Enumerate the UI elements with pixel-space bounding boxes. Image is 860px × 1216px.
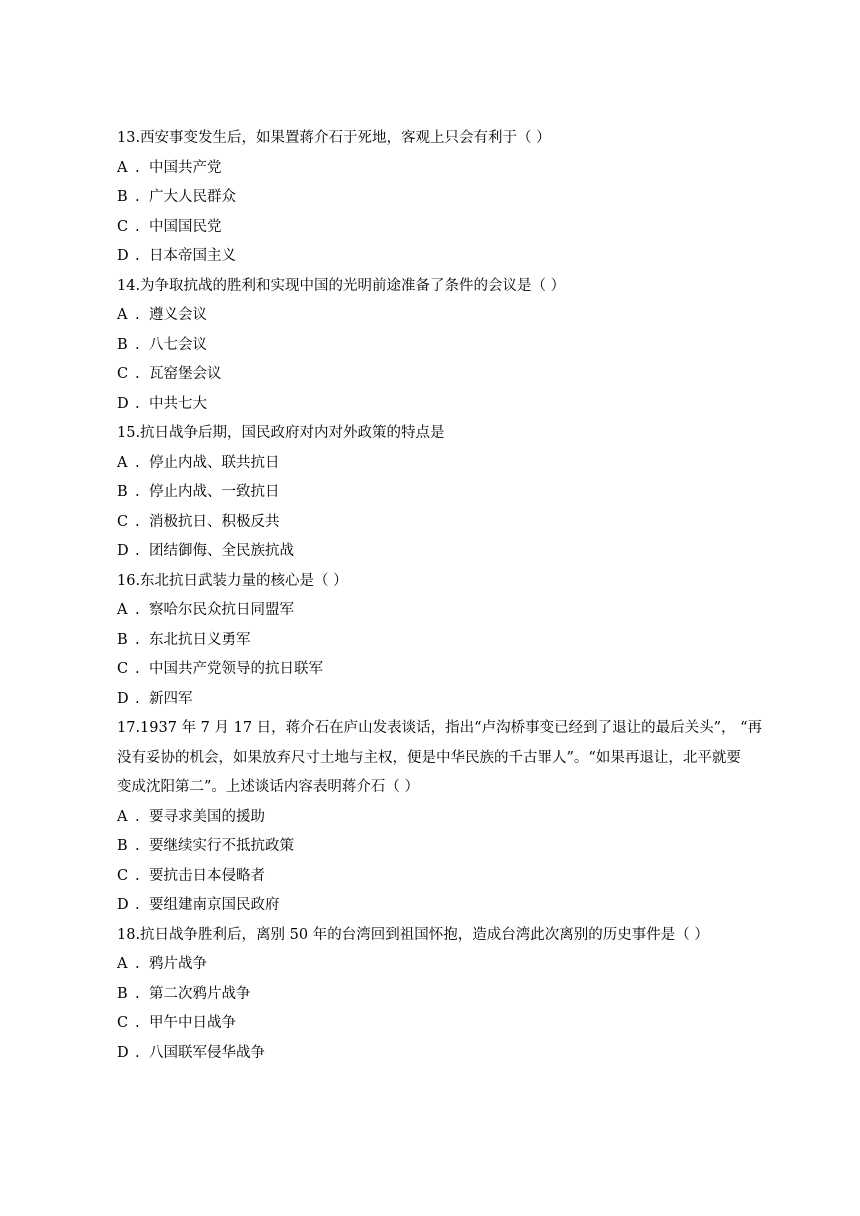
question-13 — [117, 124, 757, 272]
option-text: 甲午中日战争 — [149, 1015, 236, 1031]
option-dot: . — [135, 808, 140, 825]
option-dot: . — [135, 307, 140, 323]
option-text: 中国共产党 — [149, 159, 222, 176]
option-dot: . — [135, 897, 140, 913]
option-letter: C — [117, 867, 129, 884]
option-letter: A — [117, 956, 128, 972]
option-text: 停止内战、一致抗日 — [149, 484, 280, 500]
option-dot: . — [135, 366, 140, 382]
question-16 — [117, 567, 757, 715]
option-a — [117, 449, 757, 479]
option-letter: B — [117, 189, 128, 205]
option-text: 八七会议 — [149, 336, 207, 353]
option-letter: A — [117, 808, 128, 825]
question-14 — [117, 272, 757, 420]
option-text: 鸦片战争 — [149, 956, 207, 972]
option-letter: A — [117, 454, 128, 471]
option-dot: . — [135, 543, 140, 559]
option-b — [117, 626, 757, 656]
option-c — [117, 508, 757, 538]
option-letter: B — [117, 484, 128, 500]
option-text: 八国联军侵华战争 — [149, 1044, 265, 1061]
option-d — [117, 390, 757, 420]
option-letter: B — [117, 985, 128, 1002]
option-text: 广大人民群众 — [149, 189, 236, 205]
question-18 — [117, 921, 757, 1069]
question-17 — [117, 714, 763, 921]
option-b — [117, 183, 757, 213]
option-a — [117, 301, 757, 331]
option-letter: C — [117, 366, 129, 382]
question-stem: 14.为争取抗战的胜利和实现中国的光明前途准备了条件的会议是（ ） — [117, 277, 566, 294]
option-text: 要寻求美国的援助 — [149, 808, 265, 825]
option-letter: B — [117, 336, 128, 353]
option-a — [117, 154, 757, 184]
option-dot: . — [135, 189, 140, 205]
option-letter: B — [117, 631, 128, 648]
option-text: 日本帝国主义 — [149, 248, 236, 264]
option-dot: . — [135, 159, 140, 176]
option-letter: D — [117, 543, 129, 559]
question-15 — [117, 419, 757, 567]
option-letter: D — [117, 248, 129, 264]
question-stem: 15.抗日战争后期，国民政府对内对外政策的特点是 — [117, 425, 445, 441]
option-letter: D — [117, 1044, 129, 1061]
option-letter: C — [117, 1015, 129, 1031]
option-text: 中国国民党 — [149, 218, 222, 235]
option-dot: . — [135, 690, 140, 707]
option-a — [117, 596, 757, 626]
option-letter: C — [117, 218, 129, 235]
option-dot: . — [135, 484, 140, 500]
option-text: 第二次鸦片战争 — [149, 985, 251, 1002]
option-c — [117, 862, 757, 892]
option-c — [117, 655, 757, 685]
option-text: 停止内战、联共抗日 — [149, 454, 280, 471]
question-stem: 18.抗日战争胜利后，离别 50 年的台湾回到祖国怀抱，造成台湾此次离别的历史事件是（ ） — [117, 926, 709, 943]
question-stem-line-1: 17.1937 年 7 月 17 日，蒋介石在庐山发表谈话，指出“卢沟桥事变已经到了退让的最后关头”， “再 — [117, 720, 763, 736]
option-text: 要继续实行不抵抗政策 — [149, 838, 294, 854]
option-dot: . — [135, 838, 140, 854]
option-b — [117, 832, 757, 862]
option-d — [117, 685, 757, 715]
option-letter: A — [117, 307, 128, 323]
option-dot: . — [135, 218, 140, 235]
option-d — [117, 242, 757, 272]
option-letter: D — [117, 897, 129, 913]
option-text: 新四军 — [149, 690, 193, 707]
option-a — [117, 803, 757, 833]
option-dot: . — [135, 661, 140, 677]
option-dot: . — [135, 395, 140, 412]
option-letter: C — [117, 513, 129, 530]
option-text: 东北抗日义勇军 — [149, 631, 251, 648]
option-letter: C — [117, 661, 129, 677]
option-letter: A — [117, 159, 128, 176]
question-stem-line-3: 变成沈阳第二”。上述谈话内容表明蒋介石（ ） — [117, 779, 420, 795]
option-dot: . — [135, 631, 140, 648]
option-dot: . — [135, 1015, 140, 1031]
option-text: 遵义会议 — [149, 307, 207, 323]
option-text: 察哈尔民众抗日同盟军 — [149, 602, 294, 618]
option-text: 中国共产党领导的抗日联军 — [149, 661, 323, 677]
option-dot: . — [135, 1044, 140, 1061]
option-text: 团结御侮、全民族抗战 — [149, 543, 294, 559]
option-dot: . — [135, 513, 140, 530]
question-stem: 13.西安事变发生后，如果置蒋介石于死地，客观上只会有利于（ ） — [117, 130, 551, 146]
option-text: 中共七大 — [149, 395, 207, 412]
option-d — [117, 891, 757, 921]
option-text: 消极抗日、积极反共 — [149, 513, 280, 530]
option-c — [117, 213, 757, 243]
option-b — [117, 478, 757, 508]
option-dot: . — [135, 454, 140, 471]
question-list — [117, 124, 763, 1068]
option-dot: . — [135, 248, 140, 264]
question-stem-line-2: 没有妥协的机会，如果放弃尺寸土地与主权，便是中华民族的千古罪人”。“如果再退让，北平就要 — [117, 749, 741, 766]
option-d — [117, 1039, 757, 1069]
option-letter: B — [117, 838, 128, 854]
option-a — [117, 950, 757, 980]
option-c — [117, 1009, 757, 1039]
option-b — [117, 331, 757, 361]
question-stem: 16.东北抗日武装力量的核心是（ ） — [117, 572, 348, 589]
option-dot: . — [135, 985, 140, 1002]
option-dot: . — [135, 602, 140, 618]
option-dot: . — [135, 867, 140, 884]
option-dot: . — [135, 336, 140, 353]
option-c — [117, 360, 757, 390]
option-text: 瓦窑堡会议 — [149, 366, 222, 382]
option-letter: D — [117, 395, 129, 412]
option-letter: A — [117, 602, 128, 618]
option-text: 要抗击日本侵略者 — [149, 867, 265, 884]
option-dot: . — [135, 956, 140, 972]
option-text: 要组建南京国民政府 — [149, 897, 280, 913]
option-b — [117, 980, 757, 1010]
option-letter: D — [117, 690, 129, 707]
option-d — [117, 537, 757, 567]
